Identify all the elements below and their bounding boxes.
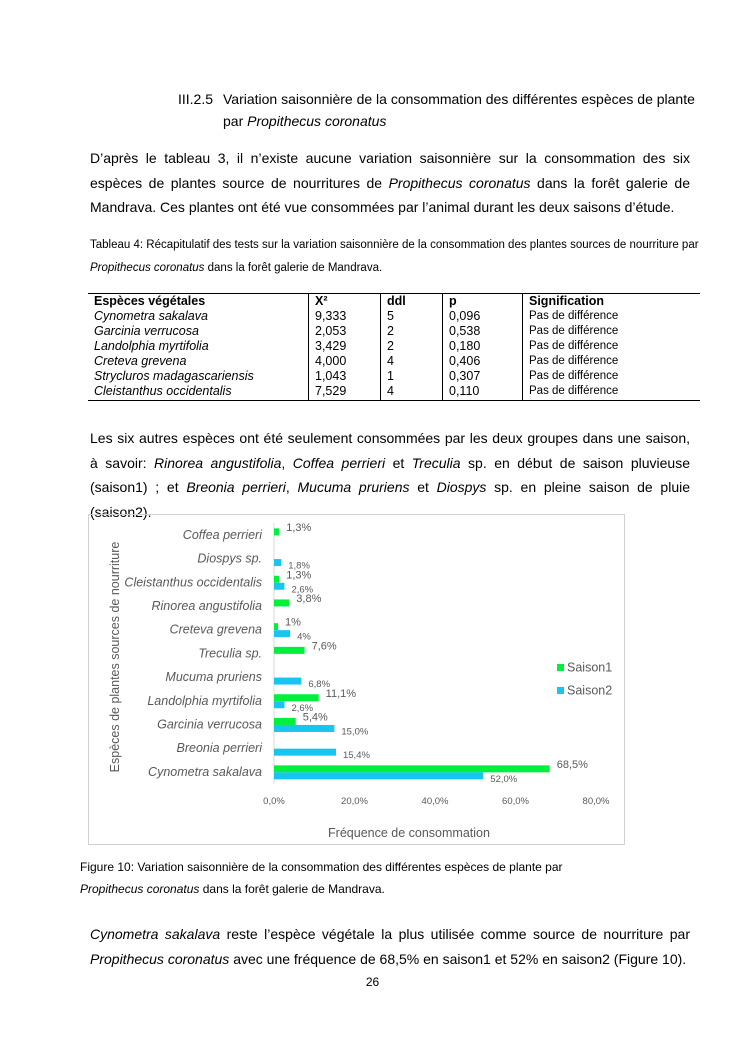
saison1-bar <box>274 694 319 701</box>
legend-label: Saison2 <box>567 683 613 698</box>
table-header: X² <box>309 294 381 310</box>
data-label: 52,0% <box>490 773 518 785</box>
legend-swatch <box>557 664 564 671</box>
data-label: 68,5% <box>556 758 588 771</box>
data-label: 2,6% <box>291 702 314 714</box>
x-tick-label: 40,0% <box>421 796 449 807</box>
data-label: 15,4% <box>342 750 370 762</box>
saison2-bar <box>274 772 483 779</box>
category-label: Coffea perrieri <box>182 527 262 542</box>
category-label: Garcinia verrucosa <box>157 717 262 732</box>
paragraph-3: Cynometra sakalava reste l’espèce végétale la plus utilisée comme source de nourriture par Propithecus coronatus avec une fréquence de 68,5% en saison1 et 52% en saison2 (Figure 10). <box>90 926 690 967</box>
data-label: 7,6% <box>311 640 337 653</box>
table-row: Creteva grevena 4,000 4 0,406 Pas de différence <box>88 354 700 369</box>
table-row: Garcinia verrucosa 2,053 2 0,538 Pas de différence <box>88 324 700 339</box>
saison2-bar <box>274 678 301 685</box>
figure-caption: Figure 10: Variation saisonnière de la consommation des différentes espèces de plante par Propithecus coronatus dans la forêt galerie de Mandrava. <box>80 860 563 896</box>
category-label: Cynometra sakalava <box>148 764 262 779</box>
paragraph-1: D’après le tableau 3, il n’existe aucune variation saisonnière sur la consommation des six espèces de plantes source de nourritures de Propithecus coronatus dans la forêt galerie de Mandrava. Ces plantes ont été vue consommées par l’animal durant les deux saisons d’étude. <box>90 150 690 215</box>
table-row: Strycluros madagascariensis 1,043 1 0,307 Pas de différence <box>88 369 700 384</box>
category-label: Diospys sp. <box>197 551 262 566</box>
saison1-bar <box>274 765 550 772</box>
data-label: 4% <box>297 631 311 643</box>
data-label: 1% <box>285 616 301 629</box>
paragraph-2: Les six autres espèces ont été seulement consommées par les deux groupes dans une saison, à savoir: Rinorea angustifolia, Coffea perrieri et Treculia sp. en début de saison pluvieuse (saison1) ; et Breonia perrieri, Mucuma pruriens et Diospys sp. en pleine saison de pluie (saison2). <box>90 430 690 520</box>
category-label: Mucuma pruriens <box>165 670 262 685</box>
legend-swatch <box>557 687 564 694</box>
saison1-bar <box>274 576 279 583</box>
category-label: Rinorea angustifolia <box>151 598 262 613</box>
data-label: 6,8% <box>308 679 331 691</box>
data-label: 5,4% <box>302 711 328 724</box>
x-axis-title: Fréquence de consommation <box>328 826 490 840</box>
table-row: Landolphia myrtifolia 3,429 2 0,180 Pas de différence <box>88 339 700 354</box>
data-label: 2,6% <box>291 584 314 596</box>
data-label: 11,1% <box>325 687 357 700</box>
saison2-bar <box>274 701 284 708</box>
data-label: 15,0% <box>341 726 369 738</box>
saison2-bar <box>274 559 281 566</box>
saison2-bar <box>274 749 336 756</box>
page-number: 26 <box>365 975 380 989</box>
saison2-bar <box>274 725 334 732</box>
table-header-row <box>88 294 700 310</box>
table-header: Espèces végétales <box>88 294 309 310</box>
table-header: p <box>443 294 523 310</box>
section-title-line1: Variation saisonnière de la consommation des différentes espèces de plante <box>223 91 695 107</box>
section-number: III.2.5 <box>178 91 214 107</box>
section-title-line2: par Propithecus coronatus <box>223 113 387 129</box>
data-label: 1,3% <box>286 521 312 534</box>
legend-label: Saison1 <box>567 660 613 675</box>
x-tick-label: 60,0% <box>502 796 529 807</box>
y-axis-title: Espèces de plantes sources de nourriture <box>108 541 122 773</box>
table-header: Signification <box>523 294 701 310</box>
section-heading <box>178 88 695 132</box>
saison1-bar <box>274 528 279 535</box>
saison1-bar <box>274 623 278 630</box>
table-caption: Tableau 4: Récapitulatif des tests sur la variation saisonnière de la consommation des plantes sources de nourriture par Propithecus coronatus dans la forêt galerie de Mandrava. <box>90 239 699 274</box>
saison2-bar <box>274 630 290 637</box>
category-label: Landolphia myrtifolia <box>147 693 262 708</box>
category-label: Cleistanthus occidentalis <box>124 575 262 590</box>
bar-chart <box>89 515 624 844</box>
data-label: 1,3% <box>286 569 312 582</box>
x-tick-label: 80,0% <box>582 796 610 807</box>
x-tick-label: 20,0% <box>341 796 368 807</box>
data-label: 1,8% <box>288 560 310 572</box>
x-tick-label: 0,0% <box>263 796 285 807</box>
data-label: 3,8% <box>296 592 322 605</box>
category-label: Treculia sp. <box>198 646 262 661</box>
table-row: Cynometra sakalava 9,333 5 0,096 Pas de différence <box>88 309 700 324</box>
saison2-bar <box>274 583 284 590</box>
table-row: Cleistanthus occidentalis 7,529 4 0,110 Pas de différence <box>88 384 700 401</box>
saison1-bar <box>274 599 289 606</box>
saison1-bar <box>274 718 296 725</box>
results-table <box>88 293 700 401</box>
category-label: Creteva grevena <box>169 622 262 637</box>
category-label: Breonia perrieri <box>176 741 262 756</box>
saison1-bar <box>274 647 305 654</box>
figure-10-chart <box>88 514 625 845</box>
table-header: ddl <box>381 294 443 310</box>
